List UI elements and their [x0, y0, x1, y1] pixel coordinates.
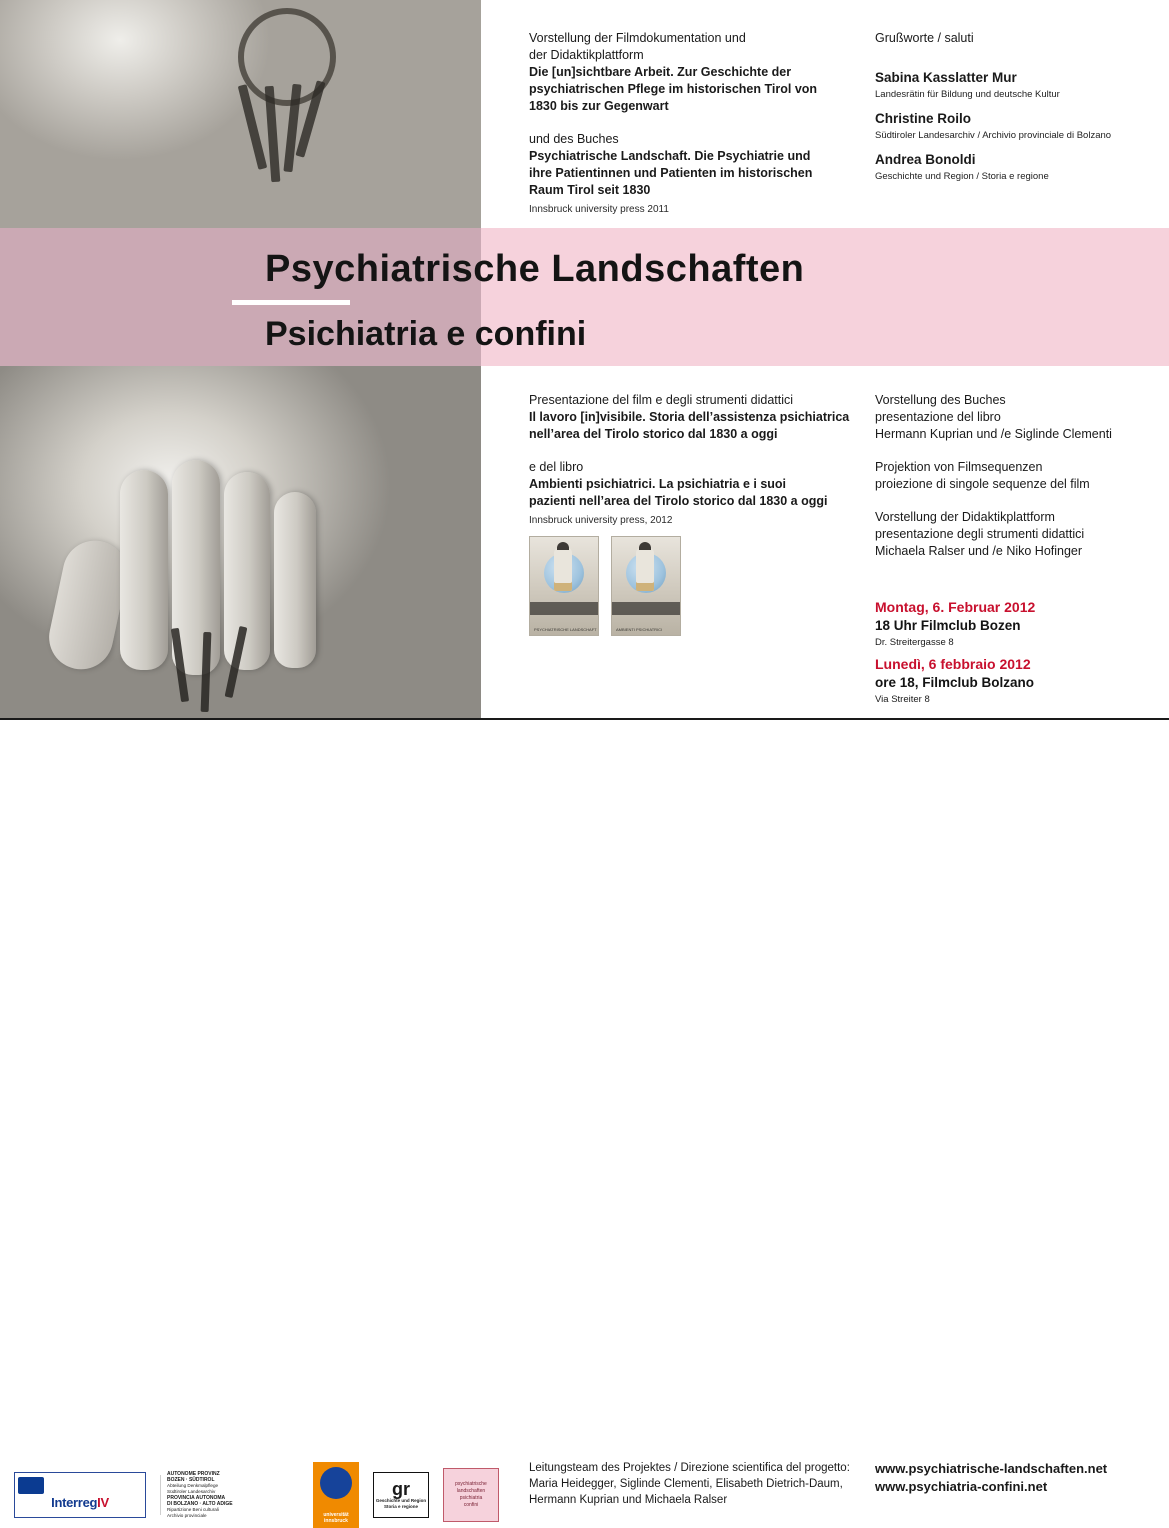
white-divider-bottom — [481, 366, 529, 718]
project-logo-line-4: confini — [463, 1502, 479, 1508]
project-urls — [875, 1460, 1165, 1496]
film-title-line-1: Die [un]sichtbare Arbeit. Zur Geschichte der — [529, 65, 792, 79]
book-cover-caption: PSYCHIATRISCHE LANDSCHAFT — [534, 627, 597, 632]
page-title-it: Psichiatria e confini — [265, 315, 587, 353]
column-greetings — [875, 30, 1155, 183]
photo-upper-keys — [0, 0, 481, 228]
event-date-de: Montag, 6. Februar 2012 — [875, 599, 1036, 615]
project-logo-line-3: psichiatria — [459, 1495, 483, 1501]
project-logo-line-1: psychiatrische — [455, 1481, 487, 1487]
platform-names: Michaela Ralser und /e Niko Hofinger — [875, 544, 1083, 558]
interreg-label: Interreg — [51, 1494, 98, 1510]
book-title-line-1: Psychiatrische Landschaft. Die Psychiatrie und — [529, 149, 811, 163]
speaker-name: Sabina Kasslatter Mur — [875, 70, 1017, 85]
intro-line-1: Vorstellung der Filmdokumentation und — [529, 31, 746, 45]
credits-line-3: Hermann Kuprian und Michaela Ralser — [529, 1494, 728, 1506]
interreg-accent: IV — [97, 1494, 109, 1510]
book-title-it-line-1: Ambienti psichiatrici. La psichiatria e i suoi — [529, 477, 787, 491]
book-intro-it: e del libro — [529, 460, 584, 474]
event-time-it: ore 18, Filmclub Bolzano — [875, 675, 1035, 690]
project-credits — [529, 1460, 859, 1508]
province-line-4: Südtiroler Landesarchiv — [167, 1489, 216, 1494]
column-event-details — [875, 392, 1160, 706]
title-rule — [232, 300, 350, 305]
platform-line-1: Vorstellung der Didaktikplattform — [875, 510, 1055, 524]
intro-line-2: der Didaktikplattform — [529, 48, 644, 62]
spacer — [875, 142, 1155, 151]
speaker-name: Christine Roilo — [875, 111, 972, 126]
province-line-8: Archivio provinciale — [167, 1513, 207, 1518]
interreg-logo — [14, 1472, 146, 1518]
gr-line-1: Geschichte und Region — [375, 1498, 427, 1503]
url-de[interactable]: www.psychiatrische-landschaften.net — [875, 1461, 1108, 1476]
cover-band — [530, 602, 598, 615]
hand-finger-shape — [120, 470, 168, 670]
presentation-line-2: presentazione del libro — [875, 410, 1001, 424]
column-program-it — [529, 392, 859, 538]
cover-band — [612, 602, 680, 615]
film-title-line-3: 1830 bis zur Gegenwart — [529, 99, 669, 113]
speaker-role: Geschichte und Region / Storia e regione — [875, 171, 1049, 182]
white-divider-top — [481, 0, 529, 228]
spacer — [875, 560, 1160, 582]
book-title-it-line-2: pazienti nell’area del Tirolo storico dal 1830 a oggi — [529, 494, 828, 508]
book-title-line-2: ihre Patientinnen und Patienten im historischen — [529, 166, 813, 180]
film-title-it-line-1: Il lavoro [in]visibile. Storia dell’assistenza psichiatrica — [529, 410, 850, 424]
page-title-de: Psychiatrische Landschaften — [265, 248, 805, 290]
url-it[interactable]: www.psychiatria-confini.net — [875, 1479, 1048, 1494]
interreg-logo-text — [51, 1495, 109, 1510]
province-line-7: Ripartizione Beni culturali — [167, 1507, 219, 1512]
greetings-heading: Grußworte / saluti — [875, 31, 974, 45]
speaker-role: Landesrätin für Bildung und deutsche Kultur — [875, 89, 1060, 100]
spacer — [529, 115, 849, 131]
projection-line-1: Projektion von Filmsequenzen — [875, 460, 1043, 474]
book-cover — [529, 536, 599, 636]
project-logo-line-2: landschaften — [456, 1488, 486, 1494]
university-logo-text: universität innsbruck — [323, 1512, 349, 1524]
logo-strip — [14, 1462, 499, 1528]
province-logo — [160, 1471, 299, 1518]
event-time-de: 18 Uhr Filmclub Bozen — [875, 618, 1021, 633]
geschichte-und-region-logo — [373, 1472, 429, 1518]
spacer — [875, 582, 1160, 598]
province-line-3: Abteilung Denkmalpflege — [167, 1483, 219, 1488]
figure-icon — [636, 547, 654, 591]
hand-finger-shape — [224, 472, 270, 670]
book-cover-caption: AMBIENTI PSICHIATRICI — [616, 627, 663, 632]
province-line-6: DI BOLZANO · ALTO ADIGE — [167, 1501, 233, 1507]
spacer — [529, 443, 859, 459]
spacer — [875, 493, 1160, 509]
credits-line-2: Maria Heidegger, Siglinde Clementi, Elisabeth Dietrich-Daum, — [529, 1478, 843, 1490]
gr-monogram-icon: gr — [392, 1479, 410, 1499]
spacer — [875, 47, 1155, 69]
university-seal-icon — [320, 1467, 352, 1499]
event-date-it: Lunedì, 6 febbraio 2012 — [875, 656, 1031, 672]
province-line-5: PROVINCIA AUTONOMA — [167, 1495, 226, 1501]
speaker-role: Südtiroler Landesarchiv / Archivio provinciale di Bolzano — [875, 130, 1112, 141]
title-block — [265, 246, 1125, 355]
figure-icon — [554, 547, 572, 591]
university-innsbruck-logo — [313, 1462, 359, 1528]
book-intro: und des Buches — [529, 132, 619, 146]
intro-it: Presentazione del film e degli strumenti didattici — [529, 393, 794, 407]
province-line-2: BOZEN · SÜDTIROL — [167, 1477, 215, 1483]
speaker-name: Andrea Bonoldi — [875, 152, 976, 167]
spacer — [875, 101, 1155, 110]
presentation-line-1: Vorstellung des Buches — [875, 393, 1006, 407]
project-logo — [443, 1468, 499, 1522]
projection-line-2: proiezione di singole sequenze del film — [875, 477, 1090, 491]
footer — [0, 720, 1169, 1524]
book-cover — [611, 536, 681, 636]
province-line-1: AUTONOME PROVINZ — [167, 1471, 220, 1477]
book-cover-gallery — [529, 536, 681, 636]
film-title-it-line-2: nell’area del Tirolo storico dal 1830 a oggi — [529, 427, 778, 441]
gr-line-2: Storia e regione — [383, 1504, 418, 1509]
event-address-it: Via Streiter 8 — [875, 694, 930, 705]
book-title-line-3: Raum Tirol seit 1830 — [529, 183, 651, 197]
publisher-note: Innsbruck university press 2011 — [529, 204, 669, 215]
hand-finger-shape — [274, 492, 316, 668]
event-address-de: Dr. Streitergasse 8 — [875, 637, 954, 648]
column-program-de — [529, 30, 849, 227]
presentation-names: Hermann Kuprian und /e Siglinde Clementi — [875, 427, 1112, 441]
film-title-line-2: psychiatrischen Pflege im historischen Tirol von — [529, 82, 818, 96]
eu-flag-icon — [18, 1477, 44, 1494]
spacer — [875, 443, 1160, 459]
platform-line-2: presentazione degli strumenti didattici — [875, 527, 1085, 541]
publisher-note-it: Innsbruck university press, 2012 — [529, 515, 673, 526]
credits-line-1: Leitungsteam des Projektes / Direzione scientifica del progetto: — [529, 1462, 850, 1474]
